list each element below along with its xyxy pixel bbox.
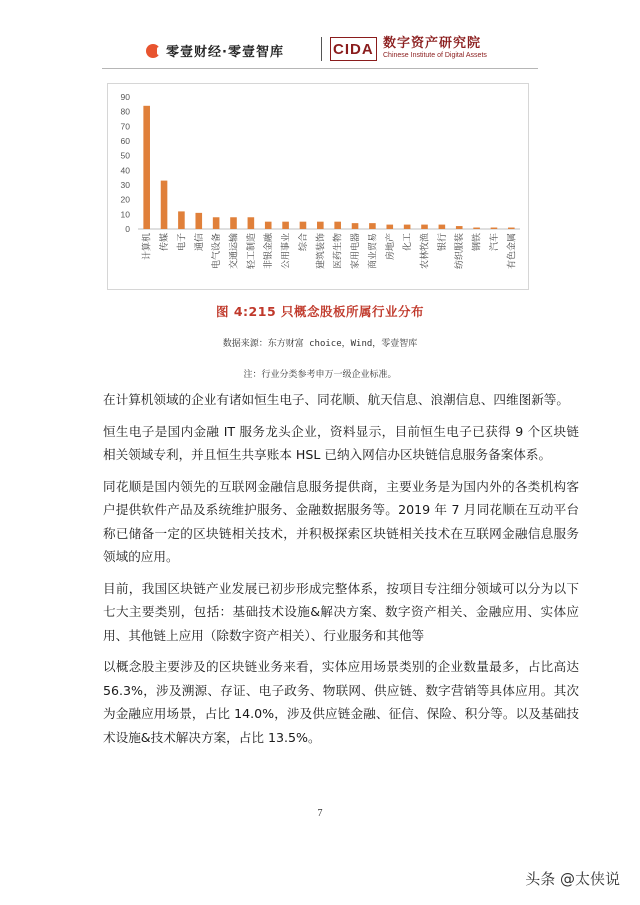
bar-14: [386, 225, 393, 229]
y-tick-label: 40: [120, 165, 130, 176]
y-tick-label: 30: [120, 180, 130, 190]
bar-6: [248, 217, 255, 229]
y-tick-label: 10: [120, 209, 130, 220]
toutiao-watermark: 头条 @太侠说: [525, 870, 620, 888]
bar-16: [421, 225, 428, 229]
bar-2: [178, 211, 185, 229]
x-tick-label: 纺织服装: [455, 233, 466, 270]
bar-4: [213, 217, 220, 229]
x-tick-label: 银行: [437, 233, 448, 252]
bar-8: [282, 222, 289, 229]
y-tick-label: 60: [120, 136, 130, 146]
x-tick-label: 建筑装饰: [316, 233, 327, 270]
bar-7: [265, 222, 272, 229]
x-tick-label: 化工: [403, 233, 414, 252]
y-tick-label: 0: [125, 224, 130, 234]
bar-5: [230, 217, 237, 229]
bar-1: [161, 181, 168, 229]
x-tick-label: 房地产: [385, 233, 396, 261]
figure-caption: 图 4:215 只概念股板所属行业分布: [216, 304, 424, 319]
brand-name: 零壹财经·零壹智库: [166, 45, 284, 60]
data-source-note: 数据来源：东方财富 choice，Wind，零壹智库: [222, 339, 418, 349]
bar-3: [195, 213, 202, 229]
page-header: [0, 0, 640, 70]
bar-10: [317, 222, 324, 229]
bar-20: [491, 228, 498, 229]
x-tick-label: 家用电器: [351, 233, 362, 270]
paragraph-computer-firms: 在计算机领域的企业有诸如恒生电子、同花顺、航天信息、浪潮信息、四维图新等。: [103, 392, 569, 407]
x-tick-label: 电子: [177, 233, 188, 252]
cida-logo: [330, 37, 377, 61]
page-number: 7: [317, 808, 323, 819]
bar-0: [143, 106, 150, 229]
bar-17: [439, 225, 446, 229]
paragraph-hundsun: 恒生电子是国内金融 IT 服务龙头企业，资料显示，目前恒生电子已获得 9 个区块链相关领域专利，并且恒生共享账本 HSL 已纳入网信办区块链信息服务备案体系。: [103, 423, 579, 462]
bar-9: [300, 222, 307, 229]
industry-bar-chart: [107, 83, 529, 290]
header-rule: [102, 68, 538, 69]
cida-chinese-name: 数字资产研究院: [383, 36, 482, 51]
y-tick-label: 90: [120, 92, 130, 102]
bar-12: [352, 223, 359, 229]
bar-21: [508, 228, 515, 229]
body-text: [103, 388, 579, 757]
paragraph-tonghuashun: 同花顺是国内领先的互联网金融信息服务提供商，主要业务是为国内外的各类机构客户提供软件产品及系统维护服务、金融数据服务等。2019 年 7 月同花顺在互动平台称已储备一定的区块链相关技术，并积极探索区块链相关技术在互联网金融信息服务领域的应用。: [103, 478, 579, 564]
y-tick-label: 20: [120, 194, 130, 205]
cida-english-name: Chinese Institute of Digital Assets: [383, 52, 487, 59]
x-tick-label: 商业贸易: [368, 233, 379, 270]
y-tick-label: 70: [120, 121, 130, 132]
industry-classification-note: 注：行业分类参考申万一级企业标准。: [243, 370, 397, 380]
x-tick-label: 有色金属: [507, 233, 518, 270]
y-tick-label: 80: [120, 106, 130, 117]
x-tick-label: 综合: [298, 233, 309, 252]
bar-19: [473, 228, 480, 229]
cida-institute-name: [383, 36, 487, 60]
paragraph-industry-categories: 目前，我国区块链产业发展已初步形成完整体系，按项目专注细分领域可以分为以下七大主要类别，包括：基础技术设施&解决方案、数字资产相关、金融应用、实体应用、其他链上应用（除数字资产相关）、行业服务和其他等: [103, 580, 579, 643]
bar-11: [334, 222, 341, 229]
brand-01caijing: [146, 41, 284, 60]
brand-logo-icon: [146, 44, 160, 58]
paragraph-business-share: 以概念股主要涉及的区块链业务来看，实体应用场景类别的企业数量最多，占比高达 56.3%，涉及溯源、存证、电子政务、物联网、供应链、数字营销等具体应用。其次为金融应用场景，占比 14.0%，涉及供应链金融、征信、保险、积分等。以及基础技术设施&技术解决方案，占比 13.5%。: [103, 659, 579, 745]
x-tick-label: 钢铁: [472, 233, 483, 252]
x-tick-label: 计算机: [142, 233, 153, 261]
x-tick-label: 轻工制造: [246, 233, 257, 270]
x-tick-label: 汽车: [489, 233, 500, 252]
x-tick-label: 交通运输: [229, 233, 240, 270]
y-tick-label: 50: [120, 150, 130, 161]
x-tick-label: 医药生物: [333, 233, 344, 270]
bar-13: [369, 223, 376, 229]
bar-15: [404, 225, 411, 229]
bar-18: [456, 226, 463, 229]
x-tick-label: 电气设备: [212, 233, 223, 270]
x-tick-label: 农林牧渔: [420, 233, 431, 270]
x-tick-label: 传媒: [160, 233, 171, 252]
x-tick-label: 公用事业: [281, 233, 292, 270]
header-divider: [321, 37, 322, 61]
x-tick-label: 非银金融: [264, 233, 275, 270]
cida-logo-text: CIDA: [333, 40, 374, 58]
x-tick-label: 通信: [194, 233, 205, 252]
chart-svg: [108, 84, 528, 289]
